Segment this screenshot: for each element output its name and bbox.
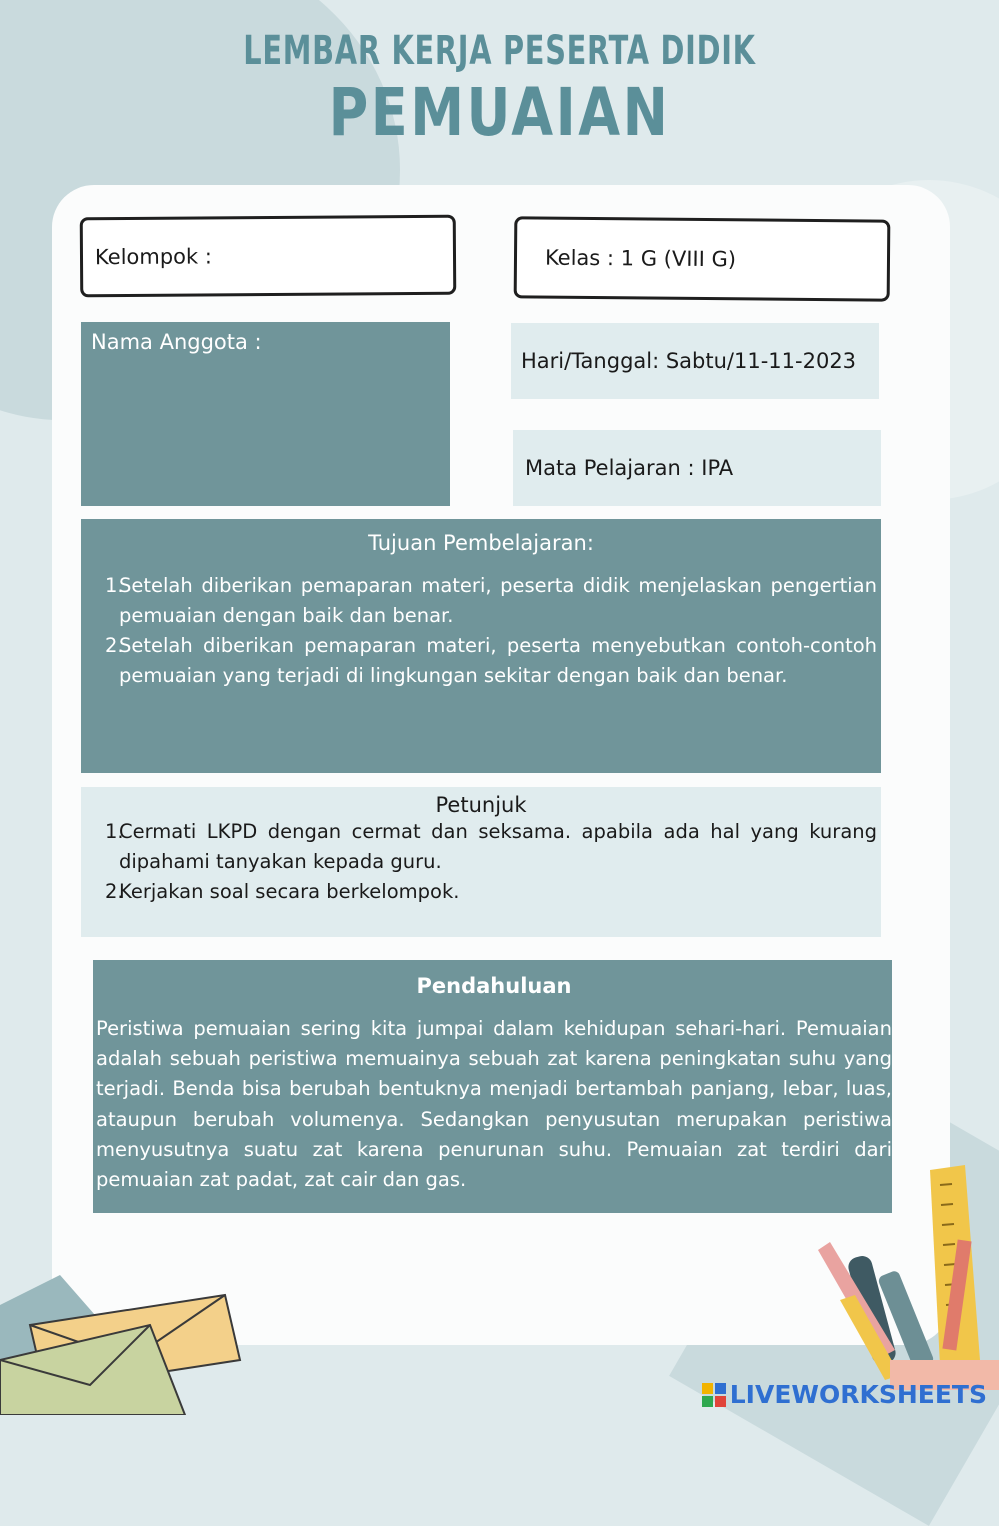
mata-pelajaran-label: Mata Pelajaran : IPA — [525, 456, 734, 480]
kelas-box — [514, 216, 891, 301]
kelompok-box[interactable] — [80, 215, 457, 298]
petunjuk-title: Petunjuk — [435, 793, 527, 817]
nama-anggota-box[interactable] — [81, 322, 450, 506]
mata-pelajaran-box — [513, 430, 881, 506]
tujuan-pembelajaran-box — [81, 519, 881, 773]
hari-tanggal-label: Hari/Tanggal: Sabtu/11-11-2023 — [521, 349, 857, 373]
kelompok-label: Kelompok : — [94, 244, 212, 270]
tujuan-title: Tujuan Pembelajaran: — [368, 531, 594, 555]
liveworksheets-logo-text: LIVEWORKSHEETS — [729, 1380, 987, 1409]
envelope-illustration — [0, 1265, 260, 1415]
list-item: 2. Kerjakan soal secara berkelompok. — [105, 880, 460, 903]
kelas-label: Kelas : 1 G (VIII G) — [544, 245, 737, 272]
pendahuluan-box — [93, 960, 892, 1213]
worksheet-subtitle: LEMBAR KERJA PESERTA DIDIK — [243, 28, 756, 74]
list-item: 2. Setelah diberikan pemaparan materi, peserta menyebutkan contoh-contoh pemuaian yang terjadi di lingkungan sekitar dengan baik dan benar. — [105, 634, 877, 687]
list-item: 1. Cermati LKPD dengan cermat dan seksama. apabila ada hal yang kurang dipahami tanyakan kepada guru. — [105, 820, 877, 873]
petunjuk-list — [85, 817, 877, 907]
pendahuluan-text: Peristiwa pemuaian sering kita jumpai dalam kehidupan sehari-hari. Pemuaian adalah sebuah peristiwa memuainya sebuah zat karena peningkatan suhu yang terjadi. Benda bisa berubah bentuknya menjadi bertambah panjang, lebar, luas, ataupun berubah volumenya. Sedangkan penyusutan merupakan peristiwa menyusutnya suatu zat karena penurunan suhu. Pemuaian zat terdiri dari pemuaian zat padat, zat cair dan gas. — [96, 1017, 892, 1192]
tujuan-list — [85, 571, 877, 691]
stationery-illustration — [800, 1160, 999, 1390]
hari-tanggal-box — [511, 323, 879, 399]
worksheet-title: PEMUAIAN — [328, 74, 671, 151]
petunjuk-box — [81, 787, 881, 937]
liveworksheets-logo — [702, 1380, 987, 1409]
liveworksheets-logo-icon — [702, 1383, 726, 1407]
list-item: 1. Setelah diberikan pemaparan materi, peserta didik menjelaskan pengertian pemuaian dengan baik dan benar. — [105, 574, 877, 627]
pendahuluan-title: Pendahuluan — [416, 974, 572, 998]
nama-anggota-label: Nama Anggota : — [91, 330, 262, 354]
